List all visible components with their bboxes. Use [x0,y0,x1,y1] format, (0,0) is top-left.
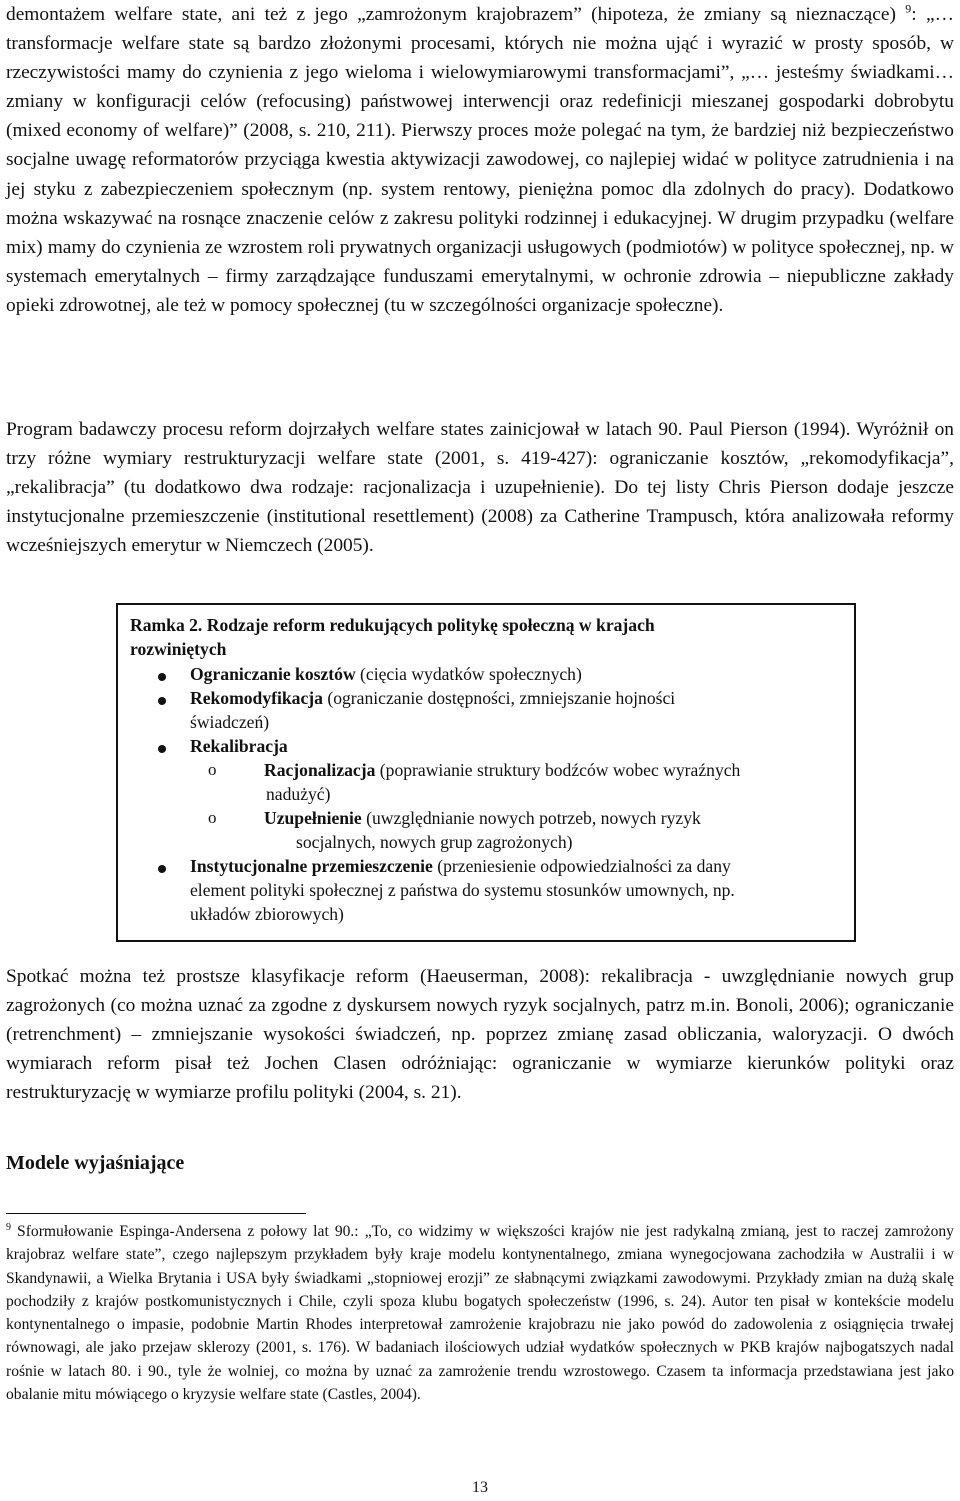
footnote-9 [6,1220,954,1406]
bullet-icon [158,865,166,873]
paragraph-1-start: demontażem welfare state, ani też z jego „zamrożonym krajobrazem” (hipoteza, że zmiany są nieznaczące) [6,4,896,25]
box-item-4: Instytucjonalne przemieszczenie (przeniesienie odpowiedzialności za dany [190,856,731,876]
frame-box-2 [116,603,856,942]
circle-bullet-icon: o [208,808,217,827]
box-title-line-1: Ramka 2. Rodzaje reform redukujących politykę społeczną w krajach [130,615,655,635]
paragraph-1-rest: : „… transformacje welfare state są bardzo złożonymi procesami, których nie można ująć i wyrazić w prosty sposób, w rzeczywistości mamy do czynienia z jego wieloma i wielowymiarowymi transformacjami”, „… jesteśmy świadkami… zmiany w konfiguracji celów (refocusing) państwowej interwencji oraz redefinicji mieszanej gospodarki dobrobytu (mixed economy of welfare)” (2008, s. 210, 211). Pierwszy proces może polegać na tym, że bardziej niż bezpieczeństwo socjalne uwagę reformatorów przyciąga kwestia aktywizacji zawodowej, co najlepiej widać w polityce zatrudnienia i na jej styku z zabezpieczeniem społecznym (np. system rentowy, pieniężna pomoc dla zdolnych do pracy). Dodatkowo można wskazywać na rosnące znaczenie celów z zakresu polityki rodzinnej i edukacyjnej. W drugim przypadku (welfare mix) mamy do czynienia ze wzrostem roli prywatnych organizacji usługowych (podmiotów) w polityce społecznej, np. w systemach emerytalnych – firmy zarządzające funduszami emerytalnymi, w ochronie zdrowia – niepubliczne zakłady opieki zdrowotnej, ale też w pomocy społecznej (tu w szczególności organizacje społeczne). [6,4,954,316]
footnote-separator [6,1213,306,1214]
footnote-ref-9[interactable]: 9 [905,1,912,16]
box-item-4-cont: element polityki społecznej z państwa do systemu stosunków umownych, np. [190,880,735,900]
body-paragraph-2: Program badawczy procesu reform dojrzałych welfare states zainicjował w latach 90. Paul Pierson (1994). Wyróżnił on trzy różne wymiary restrukturyzacji welfare state (2001, s. 419-427): ograniczanie kosztów, „rekomodyfikacja”, „rekalibracja” (tu dodatkowo dwa rodzaje: racjonalizacja i uzupełnienie). Do tej listy Chris Pierson dodaje jeszcze instytucjonalne przemieszczenie (institutional resettlement) (2008) za Catherine Trampusch, która analizowała reformy wcześniejszych emerytur w Niemczech (2005). [6,419,954,557]
box-subitem-1: Racjonalizacja (poprawianie struktury bodźców wobec wyraźnych [264,760,741,780]
box-title [130,613,790,661]
box-subitem-2-cont: socjalnych, nowych grup zagrożonych) [296,832,573,852]
box-title-line-2: rozwiniętych [130,639,227,659]
box-item-4-cont2: układów zbiorowych) [190,904,344,924]
circle-bullet-icon: o [208,760,217,779]
page-number: 13 [472,1479,488,1496]
box-item-2: Rekomodyfikacja (ograniczanie dostępności, zmniejszanie hojności [190,688,676,708]
footnote-number: 9 [6,1221,11,1233]
box-item-2-cont: świadczeń) [190,712,270,732]
box-subitem-1-cont: nadużyć) [266,784,331,804]
box-subitem-2: Uzupełnienie (uwzględnianie nowych potrzeb, nowych ryzyk [264,808,701,828]
body-paragraph-1 [6,0,954,320]
box-item-1: Ograniczanie kosztów (cięcia wydatków społecznych) [190,664,582,684]
bullet-icon [158,673,166,681]
section-heading: Modele wyjaśniające [6,1152,185,1174]
footnote-text: Sformułowanie Espinga-Andersena z połowy lat 90.: „To, co widzimy w większości krajów nie jest radykalną zmianą, jest to raczej zamrożony krajobraz welfare state”, czego najlepszym przykładem były kraje modelu kontynentalnego, zmiana wynegocjowana zachodziła w Australii i w Skandynawii, a Wielka Brytania i USA były świadkami „stopniowej erozji” ze słabnącymi związkami zawodowymi. Przykłady zmian na dużą skalę pochodziły z krajów postkomunistycznych i Chile, czyli spoza klubu bogatych społeczeństw (1996, s. 24). Autor ten pisał w kontekście modelu kontynentalnego o impasie, podobnie Martin Rhodes interpretował zamrożenie krajobrazu nie jako powód do zadowolenia z osiągnięcia trwałej równowagi, ale jako przejaw sklerozy (2001, s. 176). W badaniach ilościowych udział wydatków społecznych w PKB krajów najbogatszych nadal rośnie w latach 80. i 90., tyle że wolniej, co można by uznać za zamrożenie trendu wzrostowego. Czasem ta informacja przedstawiana jest jako obalanie mitu mówiącego o kryzysie welfare state (Castles, 2004). [6,1223,954,1404]
box-item-3: Rekalibracja [190,736,288,756]
bullet-icon [158,745,166,753]
bullet-icon [158,697,166,705]
body-paragraph-3: Spotkać można też prostsze klasyfikacje reform (Haeuserman, 2008): rekalibracja - uwzględnianie nowych grup zagrożonych (co można uznać za zgodne z dyskursem nowych ryzyk socjalnych, patrz m.in. Bonoli, 2006); ograniczanie (retrenchment) – zmniejszanie wysokości świadczeń, np. poprzez zmianę zasad obliczania, waloryzacji. O dwóch wymiarach reform pisał też Jochen Clasen odróżniając: ograniczanie w wymiarze kierunków polityki oraz restrukturyzację w wymiarze profilu polityki (2004, s. 21). [6,966,954,1104]
